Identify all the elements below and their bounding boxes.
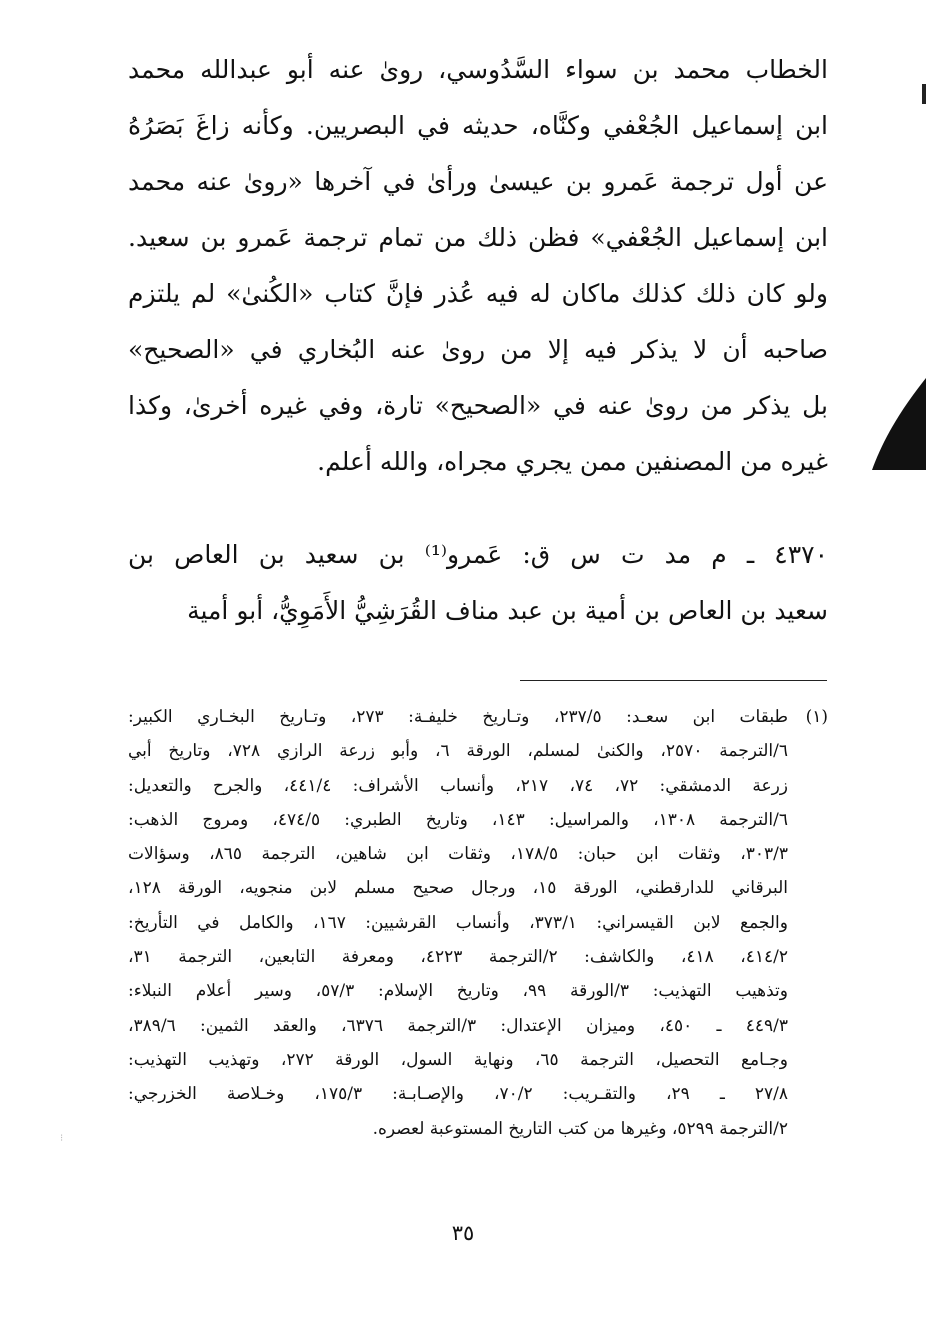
footnote-line: ٤١٤/٢، ٤١٨، والكاشف: ٢/الترجمة ٤٢٢٣، ومعرفة التابعين، الترجمة ٣١، bbox=[128, 947, 788, 968]
text-line: ابن إسماعيل الجُعْفي» فظن ذلك من تمام ترجمة عَمرو بن سعيد. bbox=[128, 223, 828, 252]
page-number: ٣٥ bbox=[451, 1221, 475, 1245]
footnote-line: البرقاني للدارقطني، الورقة ١٥، ورجال صحيح مسلم لابن منجويه، الورقة ١٢٨، bbox=[128, 878, 788, 899]
footnote-line: ٢/الترجمة ٥٢٩٩، وغيرها من كتب التاريخ المستوعبة لعصره. bbox=[372, 1118, 788, 1139]
footnote-line: ٦/الترجمة ٢٥٧٠، والكنىٰ لمسلم، الورقة ٦، وأبو زرعة الرازي ٧٢٨، وتاريخ أبي bbox=[128, 741, 788, 762]
entry-heading-paragraph bbox=[128, 527, 828, 639]
footnote-line: والجمع لابن القيسراني: ٣٧٣/١، وأنساب القرشيين: ١٦٧، والكامل في التأريخ: bbox=[128, 912, 788, 933]
edge-tick-mark bbox=[922, 84, 926, 104]
footnote-line: وجـامع التحصيل، الترجمة ٦٥، ونهاية السول، الورقة ٢٧٢، وتهذيب التهذيب: bbox=[128, 1049, 788, 1070]
text-line: سعيد بن العاص بن أمية بن عبد مناف القُرَشِيُّ الأَمَوِيُّ، أبو أمية bbox=[187, 596, 828, 625]
text-line: ٤٣٧٠ ـ م مد ت س ق: عَمرو⁽¹⁾ بن سعيد بن العاص بن bbox=[128, 540, 828, 569]
footnote-line: وتذهيب التهذيب: ٣/الورقة ٩٩، وتاريخ الإسلام: ٥٧/٣، وسير أعلام النبلاء: bbox=[128, 981, 788, 1002]
footnote-line: ٣٠٣/٣، وثقات ابن حبان: ١٧٨/٥، وثقات ابن شاهين، الترجمة ٨٦٥، وسؤالات bbox=[128, 844, 788, 865]
text-line: بل يذكر من روىٰ عنه في «الصحيح» تارة، وفي غيره أخرىٰ، وكذا bbox=[128, 391, 828, 420]
thumb-index-mark bbox=[872, 378, 926, 470]
footnote-line: طبقات ابن سعـد: ٢٣٧/٥، وتـاريخ خليفـة: ٢٧٣، وتـاريخ البخـاري الكبير: bbox=[128, 707, 788, 727]
footnote-marker: (١) bbox=[805, 707, 828, 727]
footnote-line: ٤٤٩/٣ ـ ٤٥٠، وميزان الإعتدال: ٣/الترجمة ٦٣٧٦، والعقد الثمين: ٣٨٩/٦، bbox=[128, 1015, 788, 1036]
footnote-line: ٢٧/٨ ـ ٢٩، والتقـريب: ٧٠/٢، والإصـابـة: ١٧٥/٣، وخـلاصة الخزرجي: bbox=[128, 1084, 788, 1105]
text-line: الخطاب محمد بن سواء السَّدُوسي، روىٰ عنه أبو عبدالله محمد bbox=[128, 55, 828, 84]
text-line: ولو كان ذلك كذلك ماكان له فيه عُذر فإنَّ كتاب «الكُنىٰ» لم يلتزم bbox=[128, 279, 828, 308]
text-line: غيره من المصنفين ممن يجري مجراه، والله أعلم. bbox=[317, 447, 828, 476]
footnote-separator bbox=[520, 680, 827, 681]
text-line: ابن إسماعيل الجُعْفي وكنَّاه، حديثه في البصريين. وكأنه زاغَ بَصَرُهُ bbox=[128, 111, 828, 140]
footnote-line: ٦/الترجمة ١٣٠٨، والمراسيل: ١٤٣، وتاريخ الطبري: ٤٧٤/٥، ومروج الذهب: bbox=[128, 809, 788, 830]
footnote-line: زرعة الدمشقي: ٧٢، ٧٤، ٢١٧، وأنساب الأشراف: ٤٤١/٤، والجرح والتعديل: bbox=[128, 775, 788, 796]
text-line: صاحبه أن لا يذكر فيه إلا من روىٰ عنه البُخاري في «الصحيح» bbox=[128, 335, 828, 364]
scan-speck: ⁝ bbox=[60, 1133, 64, 1144]
footnote bbox=[128, 700, 828, 1146]
footnote-body bbox=[128, 700, 788, 1146]
text-line: عن أول ترجمة عَمرو بن عيسىٰ ورأىٰ في آخرها «روىٰ عنه محمد bbox=[128, 167, 828, 196]
paragraph-continuation bbox=[128, 42, 828, 490]
